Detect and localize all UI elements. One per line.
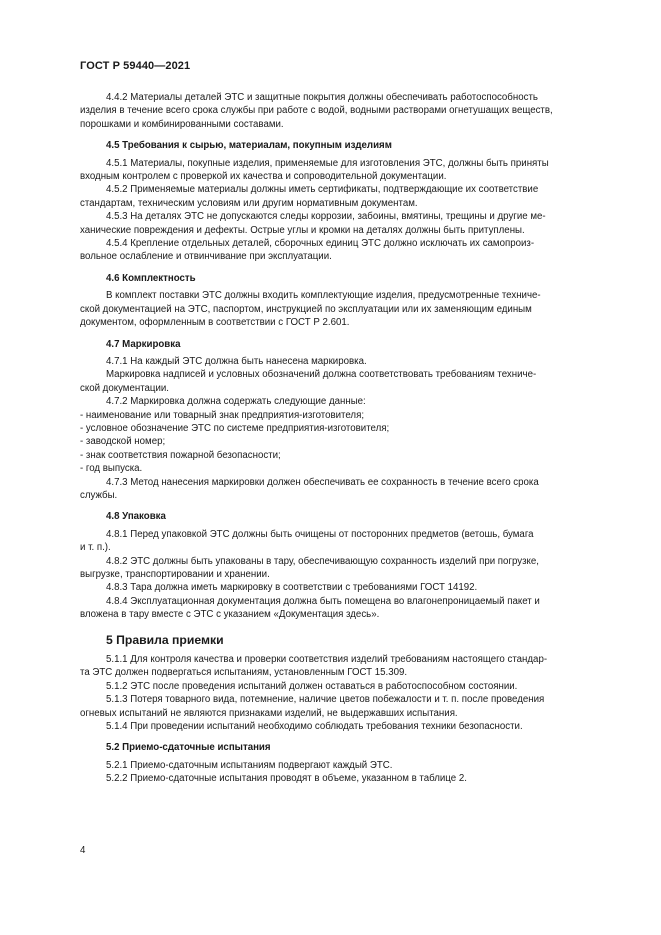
clause-5-1-3 xyxy=(80,693,615,720)
paragraph-line: выгрузке, транспортировании и хранении. xyxy=(80,569,270,580)
paragraph-line: вложена в тару вместе с ЭТС с указанием «Документация здесь». xyxy=(80,609,380,621)
list-item: - условное обозначение ЭТС по системе предприятия-изготовителя; xyxy=(80,422,390,434)
paragraph-line: изделия в течение всего срока службы при работе с водой, водными растворами огнетушащих веществ, xyxy=(80,105,553,117)
clause-4-7-2: 4.7.2 Маркировка должна содержать следующие данные: xyxy=(106,396,366,408)
clause-4-5-2 xyxy=(80,183,615,210)
paragraph-line: 4.4.2 Материалы деталей ЭТС и защитные покрытия должны обеспечивать работоспособность xyxy=(106,92,538,103)
clause-4-7-3 xyxy=(80,476,615,503)
standard-header: ГОСТ Р 59440—2021 xyxy=(80,60,191,72)
paragraph-line: порошками и комбинированными составами. xyxy=(80,118,284,130)
paragraph-line: Маркировка надписей и условных обозначений должна соответствовать требованиям техниче- xyxy=(106,369,537,381)
paragraph-line: ской документации. xyxy=(80,382,169,394)
list-item: - наименование или товарный знак предприятия-изготовителя; xyxy=(80,409,365,421)
section-heading-5: 5 Правила приемки xyxy=(106,632,224,647)
paragraph-line: 4.7.3 Метод нанесения маркировки должен обеспечивать ее сохранность в течение всего срока xyxy=(106,476,539,488)
clause-4-8-2 xyxy=(80,555,615,582)
clause-4-8-4 xyxy=(80,595,615,622)
marking-data-list xyxy=(80,409,615,476)
paragraph-line: 4.5.3 На деталях ЭТС не допускаются следы коррозии, забоины, вмятины, трещины и другие ме- xyxy=(106,211,546,223)
paragraph-line: вольное ослабление и отвинчивание при эксплуатации. xyxy=(80,251,332,263)
clause-4-5-4 xyxy=(80,237,615,264)
clause-5-1-4: 5.1.4 При проведении испытаний необходимо соблюдать требования техники безопасности. xyxy=(106,721,523,733)
document-body xyxy=(80,91,615,786)
paragraph-line: документом, оформленным в соответствии с ГОСТ Р 2.601. xyxy=(80,317,350,329)
paragraph-line: 5.1.3 Потеря товарного вида, потемнение, наличие цветов побежалости и т. п. после проведения xyxy=(106,694,545,706)
paragraph-line: 4.5.4 Крепление отдельных деталей, сборочных единиц ЭТС должно исключать их самопроиз- xyxy=(106,238,535,250)
clause-4-8-3: 4.8.3 Тара должна иметь маркировку в соответствии с требованиями ГОСТ 14192. xyxy=(106,582,478,594)
section-heading-5-2: 5.2 Приемо-сдаточные испытания xyxy=(106,742,271,754)
paragraph-line: входным контролем с проверкой их качества и сопроводительной документации. xyxy=(80,171,447,183)
paragraph-line: 4.8.4 Эксплуатационная документация должна быть помещена во влагонепроницаемый пакет и xyxy=(106,595,540,607)
paragraph-line: ской документацией на ЭТС, паспортом, инструкцией по эксплуатации или их заменяющим единым xyxy=(80,303,532,315)
list-item: - знак соответствия пожарной безопасности; xyxy=(80,449,281,461)
paragraph-line: 4.8.2 ЭТС должны быть упакованы в тару, обеспечивающую сохранность изделий при погрузке, xyxy=(106,555,539,567)
clause-4-7-1-marking xyxy=(80,368,615,395)
clause-4-8-1 xyxy=(80,528,615,555)
paragraph-line: та ЭТС должен подвергаться испытаниям, установленным ГОСТ 15.309. xyxy=(80,667,408,679)
page-number: 4 xyxy=(80,845,86,856)
paragraph-line: 4.8.1 Перед упаковкой ЭТС должны быть очищены от посторонних предметов (ветошь, бумага xyxy=(106,528,534,540)
list-item: - год выпуска. xyxy=(80,463,143,475)
paragraph-line: В комплект поставки ЭТС должны входить комплектующие изделия, предусмотренные техниче- xyxy=(106,290,541,302)
clause-5-1-2: 5.1.2 ЭТС после проведения испытаний должен оставаться в работоспособном состоянии. xyxy=(106,680,518,692)
clause-4-5-1 xyxy=(80,157,615,184)
paragraph-line: и т. п.). xyxy=(80,542,111,554)
paragraph-line: стандартам, техническим условиям или другим нормативным документам. xyxy=(80,197,418,209)
section-heading-4-5: 4.5 Требования к сырью, материалам, покупным изделиям xyxy=(106,140,392,152)
clause-5-2-2: 5.2.2 Приемо-сдаточные испытания проводят в объеме, указанном в таблице 2. xyxy=(106,773,467,785)
paragraph-line: огневых испытаний не являются признаками изделий, не выдержавших испытания. xyxy=(80,707,458,719)
clause-4-6 xyxy=(80,289,615,329)
paragraph-line: 4.5.1 Материалы, покупные изделия, применяемые для изготовления ЭТС, должны быть приняты xyxy=(106,157,549,169)
clause-4-7-1: 4.7.1 На каждый ЭТС должна быть нанесена маркировка. xyxy=(106,355,367,367)
paragraph-line: службы. xyxy=(80,489,118,501)
section-heading-4-6: 4.6 Комплектность xyxy=(106,272,196,284)
paragraph-line: 4.5.2 Применяемые материалы должны иметь сертификаты, подтверждающие их соответствие xyxy=(106,184,539,196)
paragraph-line: ханические повреждения и дефекты. Острые углы и кромки на деталях должны быть притуплены. xyxy=(80,224,525,236)
paragraph-line: 5.1.1 Для контроля качества и проверки соответствия изделий требованиям настоящего стандар- xyxy=(106,654,548,666)
clause-4-5-3 xyxy=(80,210,615,237)
clause-5-1-1 xyxy=(80,653,615,680)
section-heading-4-7: 4.7 Маркировка xyxy=(106,338,181,350)
section-heading-4-8: 4.8 Упаковка xyxy=(106,511,166,523)
clause-4-4-2 xyxy=(80,91,615,131)
clause-5-2-1: 5.2.1 Приемо-сдаточным испытаниям подвергают каждый ЭТС. xyxy=(106,759,393,771)
list-item: - заводской номер; xyxy=(80,436,166,448)
